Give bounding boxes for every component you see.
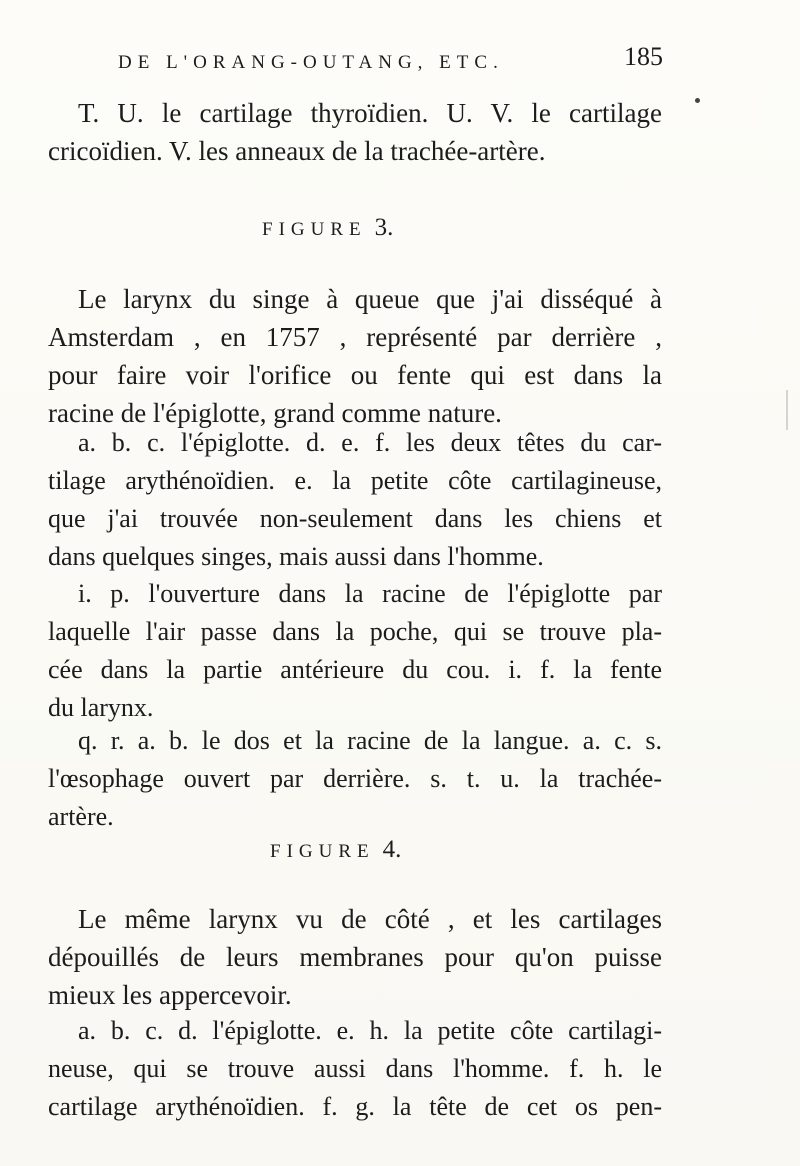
text-line: i. p. l'ouverture dans la racine de l'épiglotte par [78,579,662,608]
text-line: cricoïdien. V. les anneaux de la trachée-artère. [48,136,546,166]
text-line: a. b. c. l'épiglotte. d. e. f. les deux têtes du car- [78,428,662,457]
figure-4-heading [270,836,401,864]
text-line: tilage arythénoïdien. e. la petite côte cartilagineuse, [48,466,662,495]
text-line: Le larynx du singe à queue que j'ai disséqué à [78,284,662,314]
text-line: racine de l'épiglotte, grand comme nature. [48,398,502,428]
text-line: l'œsophage ouvert par derrière. s. t. u. la trachée- [48,764,662,793]
text-line: que j'ai trouvée non-seulement dans les chiens et [48,504,662,533]
running-head: DE L'ORANG-OUTANG, ETC. [118,52,504,73]
ink-dot [695,98,700,103]
figure-label: FIGURE [270,841,375,862]
figure-4-paragraph-1 [48,900,662,1014]
figure-number: 4. [382,836,402,863]
text-line: artère. [48,802,114,831]
page-header [118,42,663,82]
text-line: cée dans la partie antérieure du cou. i. f. la fente [48,655,662,684]
page-number: 185 [624,42,663,71]
text-line: mieux les appercevoir. [48,980,292,1010]
text-line: laquelle l'air passe dans la poche, qui se trouve pla- [48,617,662,646]
text-line: a. b. c. d. l'épiglotte. e. h. la petite côte cartilagi- [78,1016,662,1045]
text-line: dépouillés de leurs membranes pour qu'on puisse [48,942,662,972]
text-line: pour faire voir l'orifice ou fente qui est dans la [48,360,662,390]
text-line: cartilage arythénoïdien. f. g. la tête de cet os pen- [48,1092,662,1121]
text-line: Amsterdam , en 1757 , représenté par derrière , [48,322,662,352]
intro-text [48,94,662,170]
text-line: T. U. le cartilage thyroïdien. U. V. le cartilage [78,98,662,128]
text-line: du larynx. [48,693,154,722]
figure-3-paragraph-3 [48,575,662,727]
figure-3-heading [262,214,393,242]
page-edge-mark [786,390,788,430]
figure-3-paragraph-4 [48,722,662,836]
figure-number: 3. [374,214,394,241]
text-line: Le même larynx vu de côté , et les cartilages [78,904,662,934]
figure-4-paragraph-2 [48,1012,662,1126]
figure-3-paragraph-2 [48,424,662,576]
figure-label: FIGURE [262,219,367,240]
text-line: q. r. a. b. le dos et la racine de la langue. a. c. s. [78,726,662,755]
text-line: dans quelques singes, mais aussi dans l'homme. [48,542,544,571]
text-line: neuse, qui se trouve aussi dans l'homme. f. h. le [48,1054,662,1083]
figure-3-paragraph-1 [48,280,662,432]
